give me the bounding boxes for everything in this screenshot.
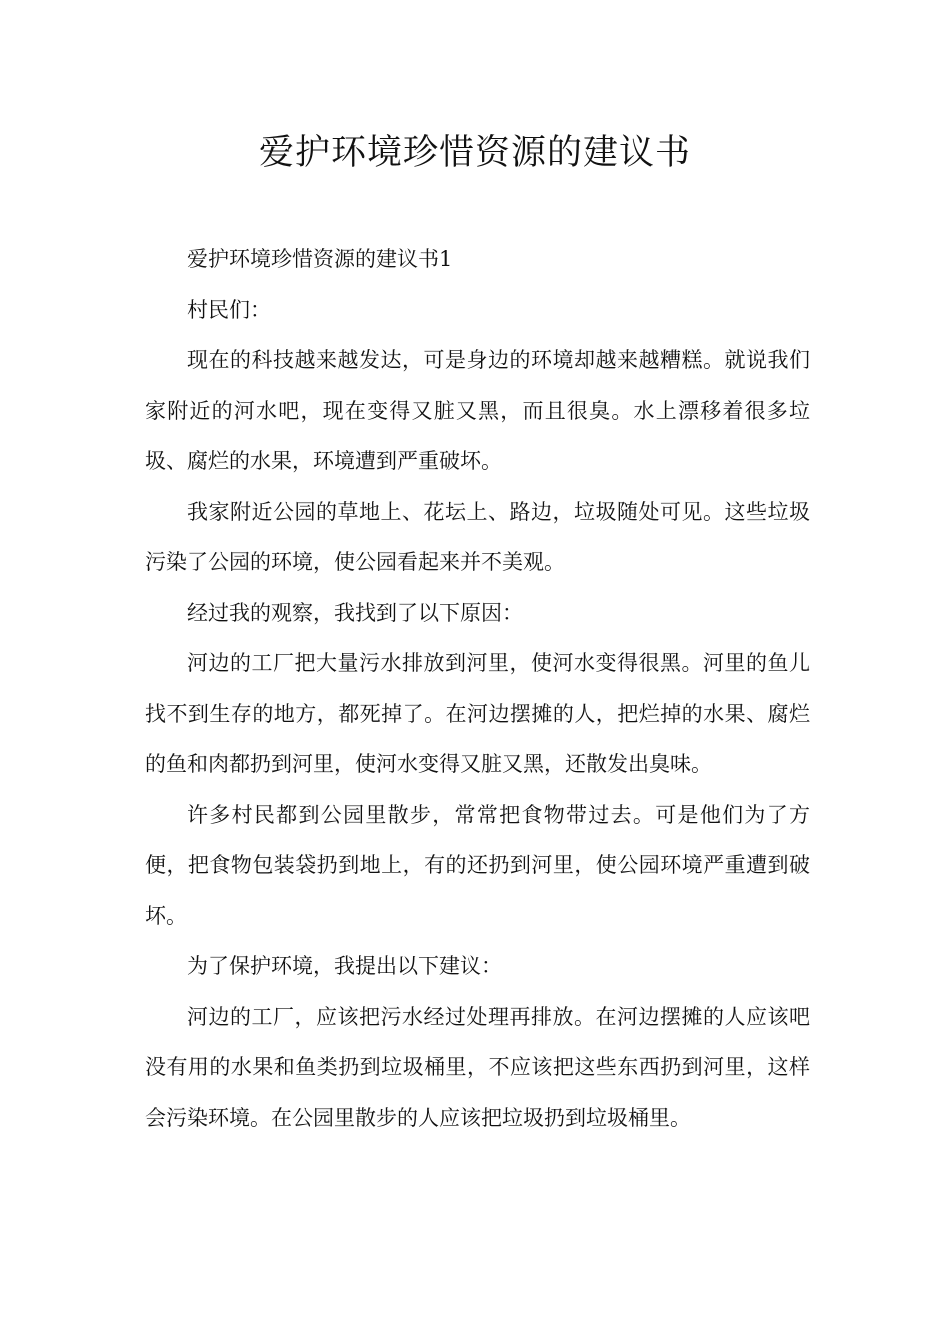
document-title: 爱护环境珍惜资源的建议书 xyxy=(258,133,691,173)
paragraph: 经过我的观察，我找到了以下原因： xyxy=(187,600,523,625)
paragraph-salutation: 村民们： xyxy=(187,297,271,322)
paragraph: 许多村民都到公园里散步，常常把食物带过去。可是他们为了方便，把食物包装袋扔到地上，有的还扔到河里，使公园环境严重遭到破坏。 xyxy=(145,802,810,928)
paragraph: 为了保护环境，我提出以下建议： xyxy=(187,954,502,978)
paragraph: 我家附近公园的草地上、花坛上、路边，垃圾随处可见。这些垃圾污染了公园的环境，使公园看起来并不美观。 xyxy=(145,499,810,574)
document-body xyxy=(145,234,810,1143)
paragraph: 河边的工厂把大量污水排放到河里，使河水变得很黑。河里的鱼儿找不到生存的地方，都死掉了。在河边摆摊的人，把烂掉的水果、腐烂的鱼和肉都扔到河里，使河水变得又脏又黑，还散发出臭味。 xyxy=(145,651,810,776)
paragraph-subtitle: 爱护环境珍惜资源的建议书1 xyxy=(187,247,453,271)
paragraph: 河边的工厂，应该把污水经过处理再排放。在河边摆摊的人应该吧没有用的水果和鱼类扔到垃圾桶里，不应该把这些东西扔到河里，这样会污染环境。在公园里散步的人应该把垃圾扔到垃圾桶里。 xyxy=(145,1004,810,1130)
paragraph: 现在的科技越来越发达，可是身边的环境却越来越糟糕。就说我们家附近的河水吧，现在变得又脏又黑，而且很臭。水上漂移着很多垃圾、腐烂的水果，环境遭到严重破坏。 xyxy=(145,348,810,473)
